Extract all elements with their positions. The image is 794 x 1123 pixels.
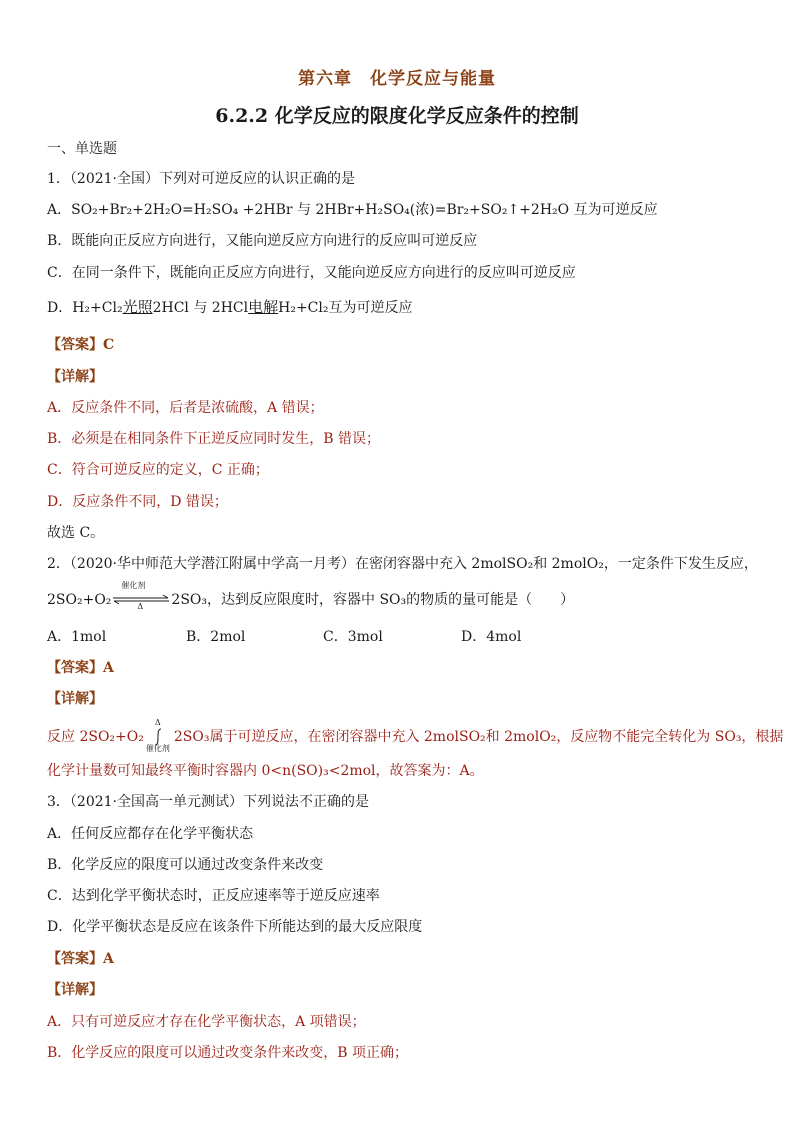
- q3-explanation-a: A．只有可逆反应才存在化学平衡状态，A 项错误；: [47, 1014, 366, 1030]
- q2-option-d: D．4mol: [461, 629, 522, 645]
- q2-equation-left: 2SO₂+O₂: [47, 592, 112, 608]
- q1-detail-heading: 【详解】: [47, 369, 103, 385]
- q2-answer: 【答案】A: [47, 660, 114, 676]
- q3-option-a: A．任何反应都存在化学平衡状态: [47, 826, 254, 842]
- q2-reversible-arrow: [111, 581, 171, 611]
- q3-stem: 3．（2021·全国高一单元测试）下列说法不正确的是: [47, 794, 369, 810]
- q1-option-a: A．SO₂+Br₂+2H₂O=H₂SO₄ +2HBr 与 2HBr+H₂SO₄(浓)=Br₂+SO₂↑+2H₂O 互为可逆反应: [47, 202, 658, 218]
- q2-equation: [47, 581, 575, 611]
- q1-answer: 【答案】C: [47, 337, 115, 353]
- q2-catalyst-label: 催化剂: [121, 581, 146, 590]
- q3-answer: 【答案】A: [47, 951, 114, 967]
- q2-option-b: B．2mol: [186, 629, 246, 645]
- q2-explanation-catalyst: 催化剂: [145, 744, 170, 753]
- q1-conclusion: 故选 C。: [47, 525, 105, 541]
- q1-option-d: [47, 298, 412, 317]
- q1-stem: 1．（2021·全国）下列对可逆反应的认识正确的是: [47, 171, 355, 187]
- q1-explanation-d: D．反应条件不同，D 错误；: [47, 494, 228, 510]
- q2-explanation-rest: 2SO₃属于可逆反应，在密闭容器中充入 2molSO₂和 2molO₂，反应物不能完全转化为 SO₃，根据: [173, 729, 784, 745]
- q2-detail-heading: 【详解】: [47, 691, 103, 707]
- q3-option-d: D．化学平衡状态是反应在该条件下所能达到的最大反应限度: [47, 919, 423, 935]
- q2-explanation-line1: [47, 718, 784, 753]
- q1-option-d-part2: 2HCl 与 2HCl: [152, 300, 249, 316]
- q1-option-d-part1: D．H₂+Cl₂: [47, 300, 123, 316]
- q1-explanation-b: B．必须是在相同条件下正逆反应同时发生，B 错误；: [47, 431, 381, 447]
- q2-explanation-arrow: [144, 718, 174, 753]
- section-heading: 一、单选题: [47, 141, 117, 157]
- section-title: 6.2.2 化学反应的限度化学反应条件的控制: [215, 105, 579, 127]
- q2-option-c: C．3mol: [323, 629, 383, 645]
- q1-option-b: B．既能向正反应方向进行，又能向逆反应方向进行的反应叫可逆反应: [47, 233, 478, 249]
- q2-stem: 2．（2020·华中师范大学潜江附属中学高一月考）在密闭容器中充入 2molSO₂和 2molO₂，一定条件下发生反应，: [47, 556, 758, 572]
- q3-option-b: B．化学反应的限度可以通过改变条件来改变: [47, 857, 324, 873]
- chapter-title: 第六章 化学反应与能量: [298, 69, 496, 89]
- q2-option-a: A．1mol: [47, 629, 107, 645]
- q2-equation-right: 2SO₃，达到反应限度时，容器中 SO₃的物质的量可能是（ ）: [171, 592, 575, 608]
- q1-condition-electrolysis: 电解: [248, 298, 279, 316]
- q3-explanation-b: B．化学反应的限度可以通过改变条件来改变，B 项正确；: [47, 1045, 409, 1061]
- q1-explanation-a: A．反应条件不同，后者是浓硫酸，A 错误；: [47, 400, 324, 416]
- q3-option-c: C．达到化学平衡状态时，正反应速率等于逆反应速率: [47, 888, 380, 904]
- q3-detail-heading: 【详解】: [47, 982, 103, 998]
- q2-heat-label: Δ: [137, 602, 144, 611]
- q2-explanation-start: 反应 2SO₂+O₂: [47, 729, 144, 745]
- q2-explanation-heat: Δ: [154, 718, 161, 727]
- q1-explanation-c: C．符合可逆反应的定义，C 正确；: [47, 462, 269, 478]
- q1-condition-light: 光照: [122, 298, 153, 316]
- q1-option-d-part3: H₂+Cl₂互为可逆反应: [278, 300, 413, 316]
- q1-option-c: C．在同一条件下，既能向正反应方向进行，又能向逆反应方向进行的反应叫可逆反应: [47, 265, 576, 281]
- q2-explanation-line2: 化学计量数可知最终平衡时容器内 0<n(SO)₃<2mol，故答案为：A。: [47, 763, 484, 779]
